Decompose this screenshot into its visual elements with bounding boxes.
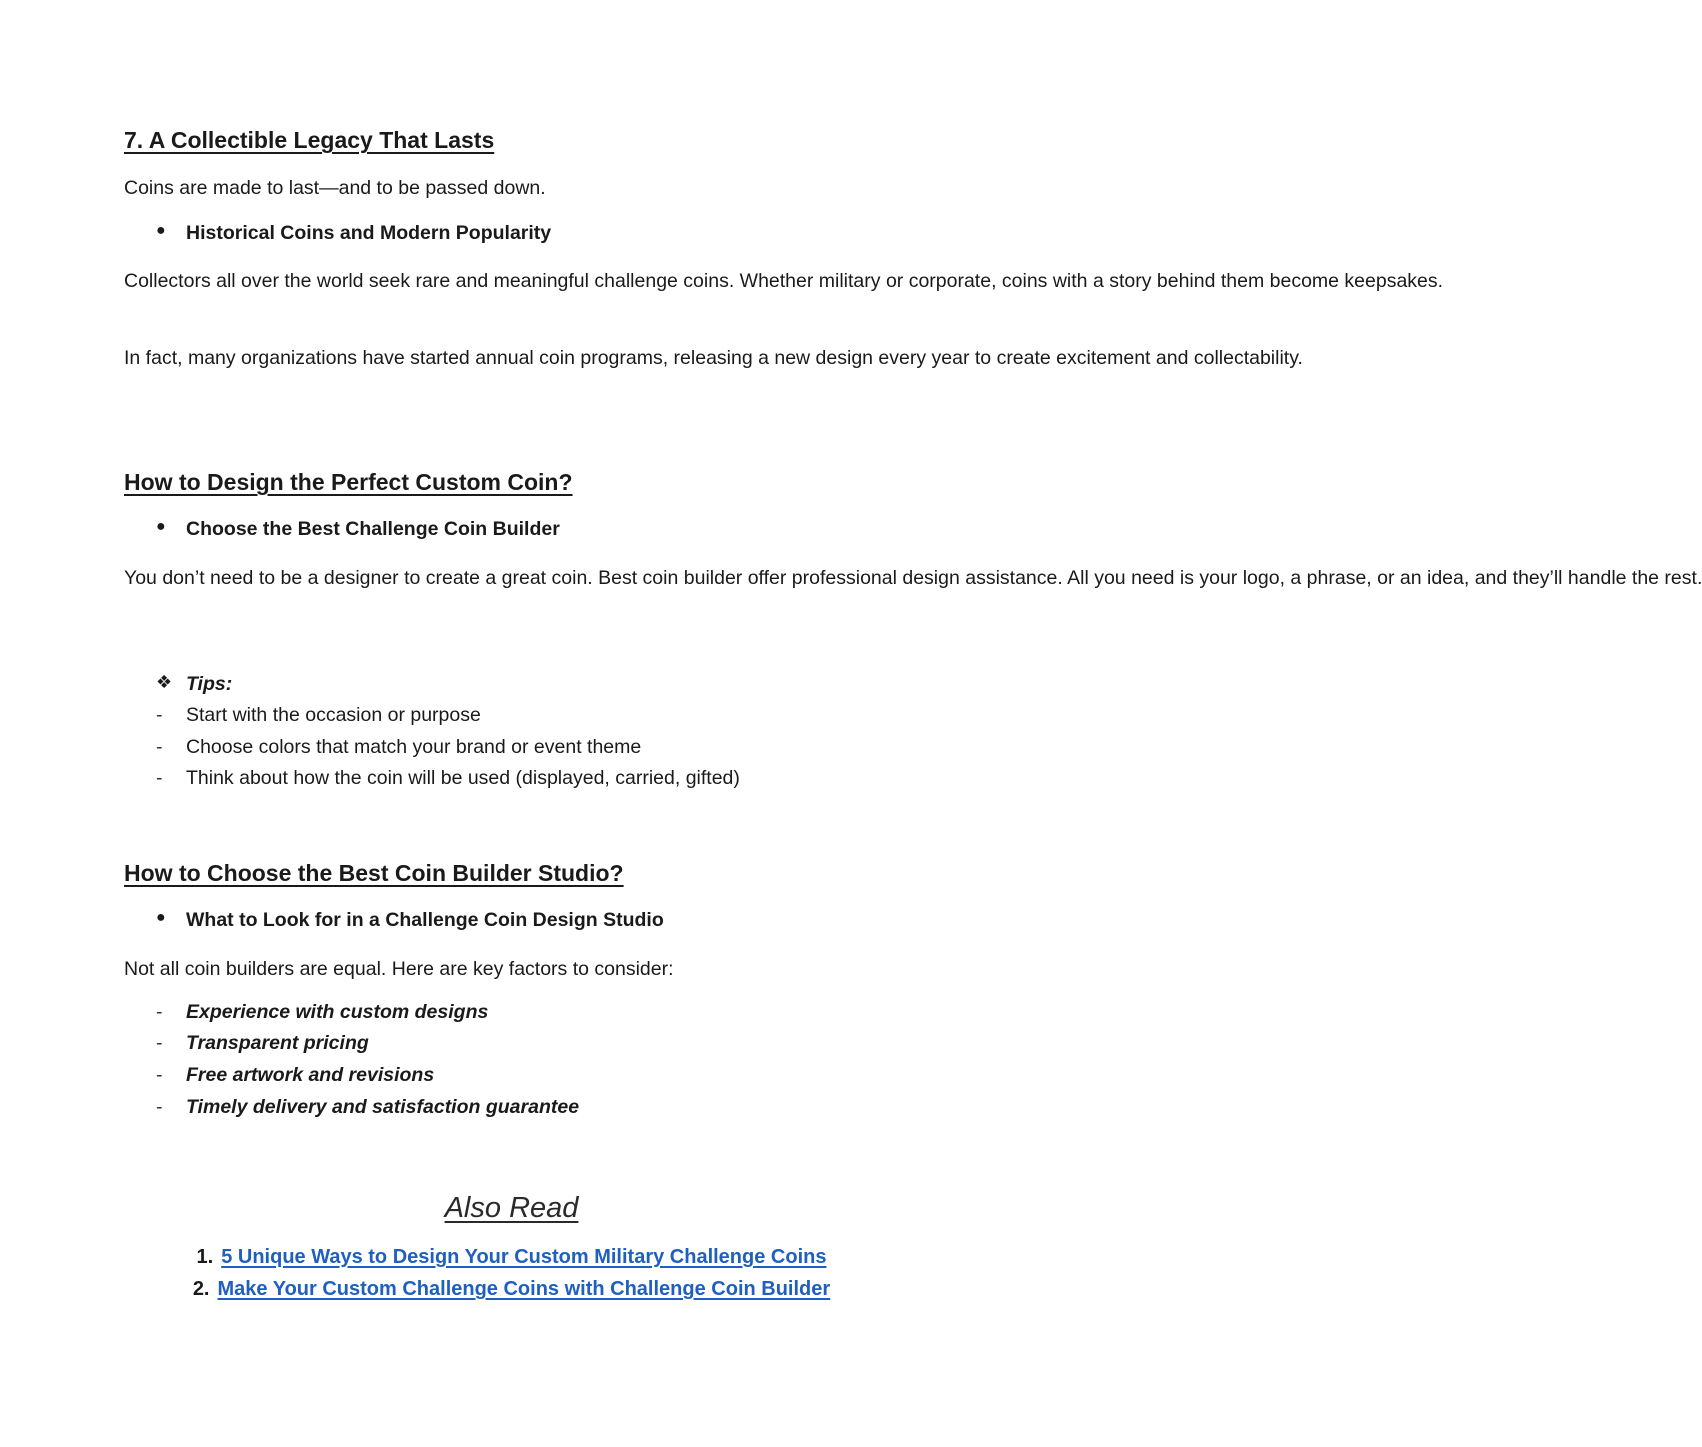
also-read-item (0, 1246, 1023, 1269)
bullet-label: What to Look for in a Challenge Coin Design Studio (186, 909, 664, 931)
list-number: 1. (196, 1246, 214, 1268)
diamond-bullet-icon: ❖ (156, 672, 173, 692)
bullet-dot-icon: ● (156, 518, 166, 535)
tips-label: Tips: (186, 673, 233, 695)
factor-text: Transparent pricing (186, 1032, 369, 1054)
also-read-heading: Also Read (444, 1192, 579, 1224)
section1-paragraph-1: Collectors all over the world seek rare and meaningful challenge coins. Whether military or corporate, coins with a story behind them become keepsakes. (124, 270, 1444, 292)
bullet-label: Historical Coins and Modern Popularity (186, 222, 552, 244)
tip-text: Start with the occasion or purpose (186, 704, 481, 726)
factor-text: Experience with custom designs (186, 1001, 489, 1023)
dash-bullet-icon: - (156, 1032, 163, 1054)
section-heading-collectible-legacy: 7. A Collectible Legacy That Lasts (124, 127, 495, 153)
also-read-item (0, 1278, 1023, 1301)
dash-bullet-icon: - (156, 1064, 163, 1086)
section2-paragraph: You don’t need to be a designer to create a great coin. Best coin builder offer professional design assistance. All you need is your logo, a phrase, or an idea, and they’ll handle the rest. (124, 567, 1702, 589)
tip-text: Think about how the coin will be used (displayed, carried, gifted) (186, 767, 740, 789)
section1-intro: Coins are made to last—and to be passed down. (124, 177, 546, 199)
bullet-dot-icon: ● (156, 222, 166, 239)
bullet-dot-icon: ● (156, 909, 166, 926)
section3-paragraph: Not all coin builders are equal. Here are key factors to consider: (124, 958, 674, 980)
tip-text: Choose colors that match your brand or event theme (186, 736, 642, 758)
also-read-link-military-coins[interactable]: 5 Unique Ways to Design Your Custom Military Challenge Coins (221, 1246, 827, 1268)
section-heading-design-custom-coin: How to Design the Perfect Custom Coin? (124, 469, 573, 495)
also-read-link-coin-builder[interactable]: Make Your Custom Challenge Coins with Challenge Coin Builder (217, 1278, 831, 1300)
bullet-label: Choose the Best Challenge Coin Builder (186, 518, 560, 540)
factor-text: Free artwork and revisions (186, 1064, 435, 1086)
section-heading-choose-studio: How to Choose the Best Coin Builder Studio? (124, 860, 624, 886)
list-number: 2. (192, 1278, 210, 1300)
factor-text: Timely delivery and satisfaction guarantee (186, 1096, 580, 1118)
section1-paragraph-2: In fact, many organizations have started annual coin programs, releasing a new design every year to create excitement and collectability. (124, 347, 1303, 369)
dash-bullet-icon: - (156, 704, 163, 726)
dash-bullet-icon: - (156, 1096, 163, 1118)
dash-bullet-icon: - (156, 767, 163, 789)
dash-bullet-icon: - (156, 736, 163, 758)
dash-bullet-icon: - (156, 1001, 163, 1023)
